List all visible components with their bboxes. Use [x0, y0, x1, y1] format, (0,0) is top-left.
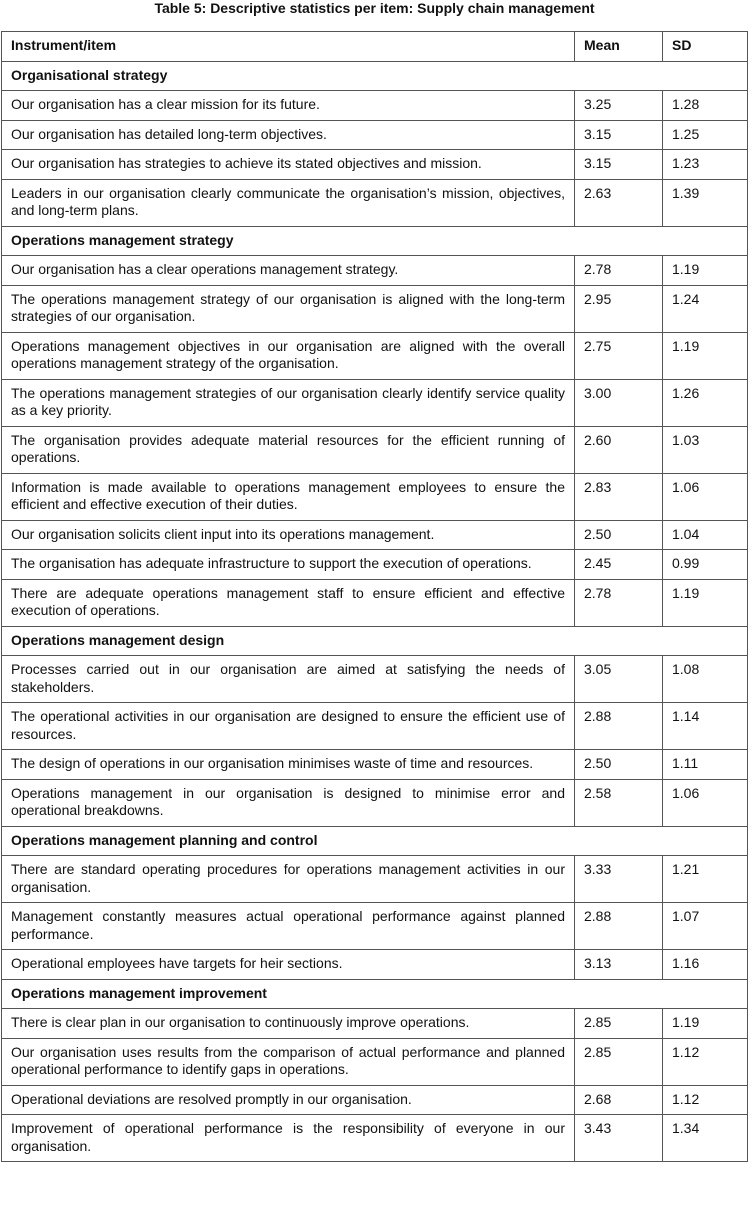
table-row: [2, 426, 748, 473]
sd-value: 1.26: [663, 379, 748, 426]
item-text: The organisation provides adequate material resources for the efficient running of operations.: [2, 426, 575, 473]
sd-value: 1.03: [663, 426, 748, 473]
sd-value: 1.12: [663, 1085, 748, 1115]
sd-value: 1.04: [663, 520, 748, 550]
item-text: The operations management strategy of our organisation is aligned with the long-term strategies of our organisation.: [2, 285, 575, 332]
item-text: There are standard operating procedures for operations management activities in our organisation.: [2, 856, 575, 903]
section-heading: Operations management improvement: [2, 979, 748, 1009]
mean-value: 2.88: [575, 903, 663, 950]
table-row: [2, 1115, 748, 1162]
mean-value: 3.05: [575, 656, 663, 703]
table-row: [2, 550, 748, 580]
sd-value: 1.34: [663, 1115, 748, 1162]
sd-value: 1.19: [663, 256, 748, 286]
mean-value: 3.43: [575, 1115, 663, 1162]
item-text: Improvement of operational performance is the responsibility of everyone in our organisation.: [2, 1115, 575, 1162]
table-title: Table 5: Descriptive statistics per item: Supply chain management: [154, 0, 595, 16]
header-mean: Mean: [575, 32, 663, 62]
mean-value: 2.50: [575, 750, 663, 780]
item-text: Our organisation has a clear operations management strategy.: [2, 256, 575, 286]
mean-value: 2.83: [575, 473, 663, 520]
statistics-table: [1, 31, 748, 1162]
table-row: [2, 750, 748, 780]
table-row: [2, 656, 748, 703]
item-text: The design of operations in our organisation minimises waste of time and resources.: [2, 750, 575, 780]
item-text: Operations management in our organisation is designed to minimise error and operational breakdowns.: [2, 779, 575, 826]
table-row: [2, 703, 748, 750]
item-text: Operational deviations are resolved promptly in our organisation.: [2, 1085, 575, 1115]
section-row: [2, 61, 748, 91]
sd-value: 1.23: [663, 150, 748, 180]
item-text: Our organisation has a clear mission for its future.: [2, 91, 575, 121]
mean-value: 3.13: [575, 950, 663, 980]
section-heading: Operations management strategy: [2, 226, 748, 256]
sd-value: 1.19: [663, 1009, 748, 1039]
item-text: Our organisation solicits client input into its operations management.: [2, 520, 575, 550]
item-text: Information is made available to operations management employees to ensure the efficient and effective execution of their duties.: [2, 473, 575, 520]
mean-value: 2.63: [575, 179, 663, 226]
table-row: [2, 179, 748, 226]
table-row: [2, 120, 748, 150]
table-row: [2, 332, 748, 379]
sd-value: 1.39: [663, 179, 748, 226]
item-text: The organisation has adequate infrastructure to support the execution of operations.: [2, 550, 575, 580]
section-row: [2, 626, 748, 656]
sd-value: 1.07: [663, 903, 748, 950]
item-text: There is clear plan in our organisation to continuously improve operations.: [2, 1009, 575, 1039]
header-sd: SD: [663, 32, 748, 62]
header-item: Instrument/item: [2, 32, 575, 62]
section-row: [2, 979, 748, 1009]
sd-value: 1.25: [663, 120, 748, 150]
table-row: [2, 579, 748, 626]
table-header-row: [2, 32, 748, 62]
mean-value: 2.95: [575, 285, 663, 332]
sd-value: 1.08: [663, 656, 748, 703]
sd-value: 1.12: [663, 1038, 748, 1085]
table-row: [2, 150, 748, 180]
item-text: Our organisation has detailed long-term objectives.: [2, 120, 575, 150]
mean-value: 2.78: [575, 579, 663, 626]
item-text: Operations management objectives in our organisation are aligned with the overall operations management strategy of the organisation.: [2, 332, 575, 379]
table-row: [2, 473, 748, 520]
sd-value: 1.28: [663, 91, 748, 121]
table-row: [2, 1085, 748, 1115]
item-text: There are adequate operations management staff to ensure efficient and effective execution of operations.: [2, 579, 575, 626]
item-text: Our organisation has strategies to achieve its stated objectives and mission.: [2, 150, 575, 180]
mean-value: 3.15: [575, 150, 663, 180]
table-row: [2, 1009, 748, 1039]
table-row: [2, 779, 748, 826]
section-heading: Operations management planning and control: [2, 826, 748, 856]
sd-value: 1.19: [663, 332, 748, 379]
table-row: [2, 91, 748, 121]
item-text: Leaders in our organisation clearly communicate the organisation’s mission, objectives, and long-term plans.: [2, 179, 575, 226]
table-row: [2, 1038, 748, 1085]
mean-value: 2.78: [575, 256, 663, 286]
sd-value: 1.11: [663, 750, 748, 780]
table-row: [2, 285, 748, 332]
sd-value: 1.19: [663, 579, 748, 626]
item-text: The operations management strategies of our organisation clearly identify service quality as a key priority.: [2, 379, 575, 426]
table-row: [2, 379, 748, 426]
item-text: Our organisation uses results from the comparison of actual performance and planned operational performance to identify gaps in operations.: [2, 1038, 575, 1085]
sd-value: 1.06: [663, 473, 748, 520]
sd-value: 0.99: [663, 550, 748, 580]
table-row: [2, 950, 748, 980]
section-row: [2, 226, 748, 256]
mean-value: 2.68: [575, 1085, 663, 1115]
mean-value: 2.85: [575, 1009, 663, 1039]
sd-value: 1.21: [663, 856, 748, 903]
table-row: [2, 520, 748, 550]
mean-value: 2.75: [575, 332, 663, 379]
mean-value: 3.33: [575, 856, 663, 903]
mean-value: 3.15: [575, 120, 663, 150]
sd-value: 1.16: [663, 950, 748, 980]
mean-value: 2.88: [575, 703, 663, 750]
item-text: Operational employees have targets for heir sections.: [2, 950, 575, 980]
section-heading: Organisational strategy: [2, 61, 748, 91]
mean-value: 2.58: [575, 779, 663, 826]
mean-value: 3.00: [575, 379, 663, 426]
sd-value: 1.14: [663, 703, 748, 750]
item-text: Processes carried out in our organisation are aimed at satisfying the needs of stakeholders.: [2, 656, 575, 703]
table-row: [2, 256, 748, 286]
item-text: Management constantly measures actual operational performance against planned performance.: [2, 903, 575, 950]
sd-value: 1.24: [663, 285, 748, 332]
table-row: [2, 856, 748, 903]
mean-value: 2.60: [575, 426, 663, 473]
table-row: [2, 903, 748, 950]
item-text: The operational activities in our organisation are designed to ensure the efficient use of resources.: [2, 703, 575, 750]
mean-value: 3.25: [575, 91, 663, 121]
mean-value: 2.45: [575, 550, 663, 580]
sd-value: 1.06: [663, 779, 748, 826]
section-row: [2, 826, 748, 856]
mean-value: 2.85: [575, 1038, 663, 1085]
section-heading: Operations management design: [2, 626, 748, 656]
mean-value: 2.50: [575, 520, 663, 550]
